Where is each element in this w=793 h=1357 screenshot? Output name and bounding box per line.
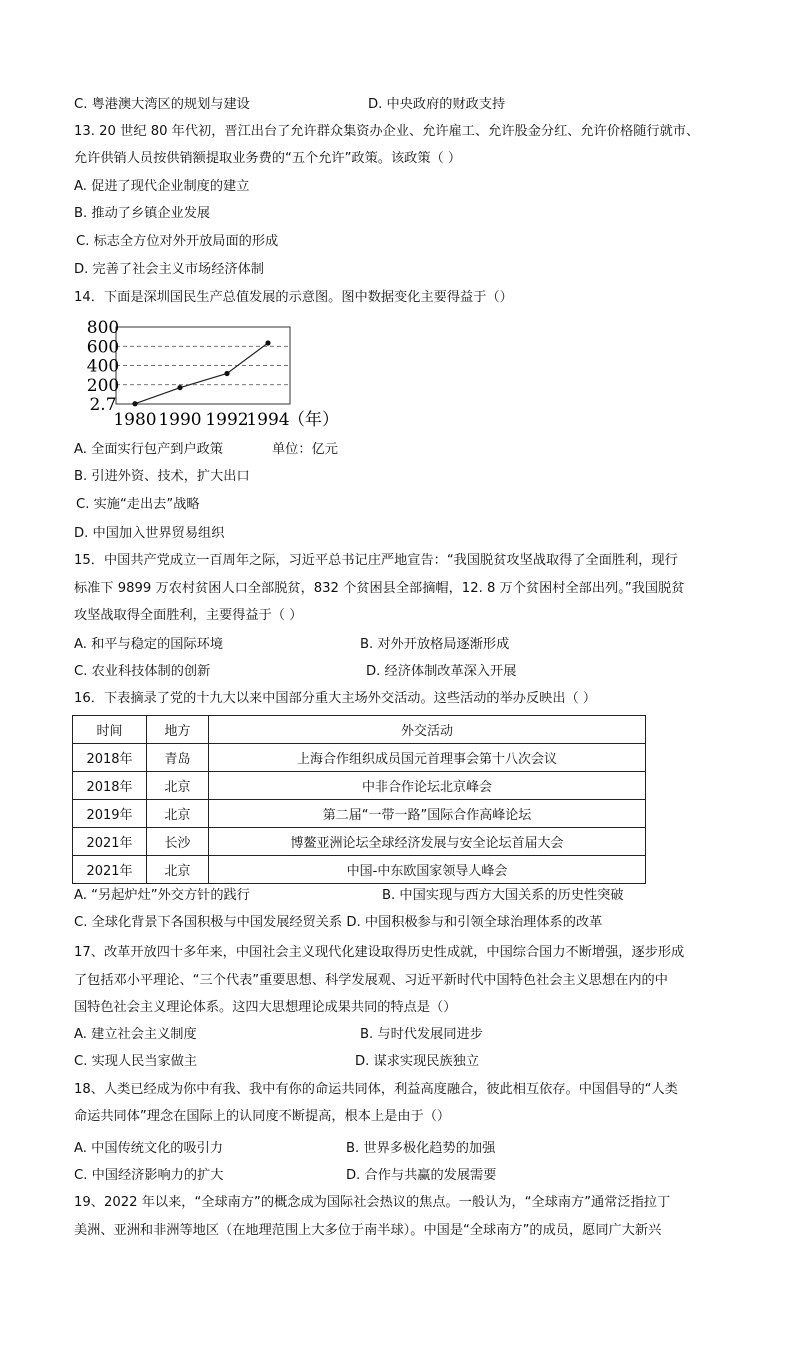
q18-option-b: B. 世界多极化趋势的加强: [346, 1141, 496, 1156]
table-cell-activity: 上海合作组织成员国元首理事会第十八次会议: [209, 744, 646, 772]
table-header-activity: 外交活动: [209, 716, 646, 744]
table-row: [73, 744, 646, 772]
q14-option-c: C. 实施“走出去”战略: [76, 497, 200, 512]
q15-stem-line3: 攻坚战取得全面胜利，主要得益于（ ）: [74, 608, 303, 623]
x-tick-label: 1980: [113, 410, 157, 430]
table-row: [73, 772, 646, 800]
y-tick-label: 400: [86, 356, 120, 377]
q13-option-c: C. 标志全方位对外开放局面的形成: [76, 234, 279, 249]
table-cell-place: 长沙: [147, 828, 209, 856]
y-tick-label: 200: [86, 375, 120, 396]
table-cell-time: 2021年: [73, 828, 147, 856]
q16-option-a: A. “另起炉灶”外交方针的践行: [74, 888, 250, 903]
table-cell-place: 北京: [147, 800, 209, 828]
q17-option-c: C. 实现人民当家做主: [74, 1054, 198, 1069]
q14-stem: 14．下面是深圳国民生产总值发展的示意图。图中数据变化主要得益于（）: [74, 290, 513, 305]
table-cell-time: 2019年: [73, 800, 147, 828]
q14-option-d: D. 中国加入世界贸易组织: [74, 526, 225, 541]
q18-option-a: A. 中国传统文化的吸引力: [74, 1141, 224, 1156]
q18-stem-line1: 18、人类已经成为你中有我、我中有你的命运共同体，利益高度融合，彼此相互依存。中国倡导的“人类: [74, 1082, 678, 1097]
table-row: [73, 828, 646, 856]
q17-option-a: A. 建立社会主义制度: [74, 1027, 197, 1042]
table-cell-place: 北京: [147, 856, 209, 884]
table-cell-time: 2018年: [73, 772, 147, 800]
q13-option-d: D. 完善了社会主义市场经济体制: [74, 262, 264, 277]
data-point: [132, 401, 137, 406]
q17-option-d: D. 谋求实现民族独立: [355, 1054, 480, 1069]
q18-option-d: D. 合作与共赢的发展需要: [346, 1168, 497, 1183]
q14-option-a: A. 全面实行包产到户政策: [74, 442, 224, 457]
x-tick-label: 1994: [246, 410, 290, 430]
table-row: [73, 800, 646, 828]
x-tick-label: 1990: [158, 410, 202, 430]
q17-stem-line2: 了包括邓小平理论、“三个代表”重要思想、科学发展观、习近平新时代中国特色社会主义思想在内的中: [74, 973, 668, 988]
data-point: [265, 340, 270, 345]
table-cell-place: 北京: [147, 772, 209, 800]
q18-stem-line2: 命运共同体”理念在国际上的认同度不断提高，根本上是由于（）: [74, 1109, 451, 1124]
q16-option-b: B. 中国实现与西方大国关系的历史性突破: [382, 888, 624, 903]
q14-option-b: B. 引进外资、技术，扩大出口: [74, 469, 250, 484]
q19-stem-line2: 美洲、亚洲和非洲等地区（在地理范围上大多位于南半球）。中国是“全球南方”的成员，愿同广大新兴: [74, 1223, 662, 1238]
table-cell-activity: 中非合作论坛北京峰会: [209, 772, 646, 800]
q13-option-a: A. 促进了现代企业制度的建立: [74, 179, 250, 194]
q15-option-a: A. 和平与稳定的国际环境: [74, 637, 224, 652]
q15-option-d: D. 经济体制改革深入开展: [366, 664, 517, 679]
table-cell-place: 青岛: [147, 744, 209, 772]
q18-option-c: C. 中国经济影响力的扩大: [74, 1168, 224, 1183]
q17-stem-line1: 17、改革开放四十多年来，中国社会主义现代化建设取得历史性成就，中国综合国力不断增强，逐步形成: [74, 945, 685, 960]
q17-option-b: B. 与时代发展同进步: [360, 1027, 483, 1042]
q16-stem: 16．下表摘录了党的十九大以来中国部分重大主场外交活动。这些活动的举办反映出（ ）: [74, 691, 597, 706]
diplomacy-table: [72, 715, 646, 884]
table-header-place: 地方: [147, 716, 209, 744]
q13-option-b: B. 推动了乡镇企业发展: [74, 206, 211, 221]
data-point: [224, 371, 229, 376]
gdp-chart: [76, 317, 346, 437]
table-cell-time: 2021年: [73, 856, 147, 884]
q19-stem-line1: 19、2022 年以来，“全球南方”的概念成为国际社会热议的焦点。一般认为，“全球南方”通常泛指拉丁: [74, 1195, 671, 1210]
q15-stem-line1: 15．中国共产党成立一百周年之际，习近平总书记庄严地宣告：“我国脱贫攻坚战取得了全面胜利，现行: [74, 553, 678, 568]
q17-stem-line3: 国特色社会主义理论体系。这四大思想理论成果共同的特点是（）: [74, 1000, 457, 1015]
q12-option-d: D. 中央政府的财政支持: [368, 97, 506, 112]
q13-stem-line2: 允许供销人员按供销额提取业务费的“五个允许”政策。该政策（ ）: [74, 151, 462, 166]
table-cell-activity: 第二届“一带一路”国际合作高峰论坛: [209, 800, 646, 828]
table-cell-activity: 博鳌亚洲论坛全球经济发展与安全论坛首届大会: [209, 828, 646, 856]
table-cell-time: 2018年: [73, 744, 147, 772]
y-tick-label: 600: [86, 337, 120, 358]
y-tick-label: 2.7: [89, 395, 117, 415]
x-tick-label: 1992: [205, 410, 249, 430]
table-header-row: [73, 716, 646, 744]
table-cell-activity: 中国-中东欧国家领导人峰会: [209, 856, 646, 884]
chart-unit-note: 单位：亿元: [272, 442, 338, 457]
table-header-time: 时间: [73, 716, 147, 744]
y-tick-label: 800: [86, 318, 120, 338]
q12-option-c: C. 粤港澳大湾区的规划与建设: [74, 97, 250, 112]
q15-option-c: C. 农业科技体制的创新: [74, 664, 211, 679]
q15-stem-line2: 标准下 9899 万农村贫困人口全部脱贫，832 个贫困县全部摘帽，12. 8 万个贫困村全部出列。”我国脱贫: [74, 581, 685, 596]
series-line: [135, 343, 268, 404]
x-unit-label: （年）: [288, 410, 339, 430]
q16-option-cd: C. 全球化背景下各国积极与中国发展经贸关系 D. 中国积极参与和引领全球治理体系的改革: [74, 915, 603, 930]
q15-option-b: B. 对外开放格局逐渐形成: [360, 637, 510, 652]
table-row: [73, 856, 646, 884]
data-point: [177, 385, 182, 390]
q13-stem-line1: 13. 20 世纪 80 年代初，晋江出台了允许群众集资办企业、允许雇工、允许股金分红、允许价格随行就市、: [74, 124, 700, 139]
